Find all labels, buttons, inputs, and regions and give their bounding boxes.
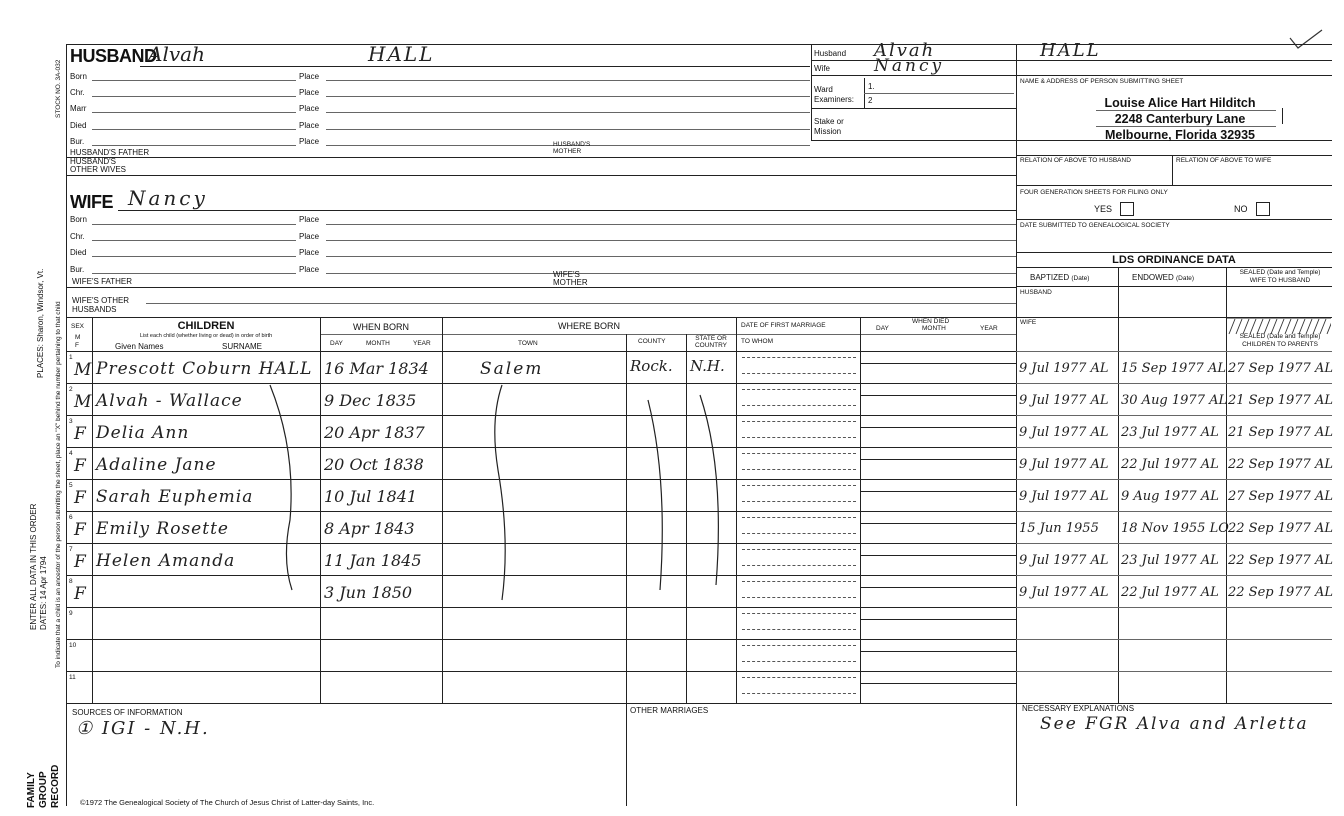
sealed-wife-label: SEALED (Date and Temple) WIFE TO HUSBAND: [1239, 269, 1321, 284]
child-sex: M: [74, 360, 92, 380]
child-endowed: 30 Aug 1977 AL: [1121, 393, 1228, 408]
places-note: PLACES: Sharon, Windsor, Vt.: [36, 268, 45, 378]
husband-bur-label: Bur.: [70, 137, 85, 146]
husband-chr-label: Chr.: [70, 88, 85, 97]
child-name: Helen Amanda: [96, 551, 236, 571]
copyright: ©1972 The Genealogical Society of The Church of Jesus Christ of Latter-day Saints, Inc.: [80, 798, 375, 807]
child-number: 1: [69, 354, 73, 361]
wife-bur-label: Bur.: [70, 265, 85, 274]
child-sealed: 27 Sep 1977 AL: [1228, 361, 1333, 376]
child-name: Alvah - Wallace: [96, 391, 243, 411]
children-header: CHILDREN: [177, 320, 235, 332]
child-born: 20 Oct 1838: [324, 455, 424, 474]
sex-f: F: [75, 342, 79, 349]
child-baptized: 15 Jun 1955: [1019, 521, 1099, 536]
county-header: COUNTY: [638, 338, 666, 345]
place-label: Place: [299, 137, 320, 146]
died-year-header: YEAR: [980, 325, 998, 332]
place-label: Place: [299, 104, 320, 113]
sex-header: SEX: [71, 323, 85, 330]
dates-note: DATES: 14 Apr 1794: [39, 556, 48, 630]
submitter-label: NAME & ADDRESS OF PERSON SUBMITTING SHEET: [1020, 78, 1184, 85]
child-sex: F: [74, 520, 86, 540]
sources-label: SOURCES OF INFORMATION: [72, 708, 183, 717]
lds-husband-label: HUSBAND: [1020, 289, 1052, 296]
form-title-group: GROUP: [38, 771, 49, 808]
husband-other-wives-label: HUSBAND'S OTHER WIVES: [70, 157, 127, 174]
child-number: 11: [69, 674, 76, 681]
child-number: 8: [69, 578, 73, 585]
child-county: Rock.: [630, 357, 673, 375]
wife-father-label: WIFE'S FATHER: [72, 277, 133, 286]
child-born: 16 Mar 1834: [324, 359, 429, 378]
child-born: 9 Dec 1835: [324, 391, 417, 410]
died-day-header: DAY: [876, 325, 889, 332]
wife-given-name: Nancy: [128, 186, 208, 210]
child-baptized: 9 Jul 1977 AL: [1019, 361, 1109, 376]
child-number: 10: [69, 642, 77, 649]
child-number: 6: [69, 514, 73, 521]
child-sex: F: [74, 584, 86, 604]
surname-header: SURNAME: [222, 342, 263, 351]
state-header: STATE OR COUNTRY: [694, 335, 728, 349]
child-state: N.H.: [690, 357, 725, 375]
submitter-line-1: Louise Alice Hart Hilditch: [1104, 96, 1256, 110]
date-submitted-label: DATE SUBMITTED TO GENEALOGICAL SOCIETY: [1020, 222, 1170, 229]
wife-mother-label: WIFE'S MOTHER: [553, 270, 588, 287]
child-baptized: 9 Jul 1977 AL: [1019, 393, 1109, 408]
explanations-value: See FGR Alva and Arletta: [1040, 714, 1309, 734]
husband-label: HUSBAND: [70, 46, 157, 66]
child-number: 5: [69, 482, 73, 489]
child-born: 3 Jun 1850: [324, 583, 413, 602]
child-sealed: 22 Sep 1977 AL: [1228, 585, 1333, 600]
relation-husband-label: RELATION OF ABOVE TO HUSBAND: [1020, 157, 1131, 164]
place-label: Place: [299, 72, 320, 81]
explanations-label: NECESSARY EXPLANATIONS: [1022, 704, 1135, 713]
ward-wife-label: Wife: [814, 64, 830, 73]
child-name: Prescott Coburn HALL: [96, 359, 313, 379]
ancestor-instruction: To indicate that a child is an ancestor of the person submitting the sheet, place an "X" behind the number pertaining to that child: [55, 301, 62, 668]
child-sex: F: [74, 424, 86, 444]
child-sealed: 27 Sep 1977 AL: [1228, 489, 1333, 504]
endowed-label: ENDOWED (Date): [1132, 273, 1195, 282]
form-number: STOCK NO. 3A-032: [55, 59, 62, 118]
child-sealed: 22 Sep 1977 AL: [1228, 457, 1333, 472]
wife-died-label: Died: [70, 248, 87, 257]
ward-wife-value: Nancy: [874, 56, 945, 76]
child-number: 3: [69, 418, 73, 425]
sex-m: M: [75, 334, 81, 341]
child-baptized: 9 Jul 1977 AL: [1019, 489, 1109, 504]
form-title-family: FAMILY: [26, 772, 37, 808]
form-title-record: RECORD: [50, 764, 61, 808]
ward-label: Ward: [814, 85, 833, 94]
husband-given-name: Alvah: [148, 42, 205, 66]
born-month-header: MONTH: [366, 340, 390, 347]
child-name: Emily Rosette: [96, 519, 229, 539]
sources-value: ① IGI - N.H.: [76, 718, 210, 739]
ward-husband-given: Alvah: [874, 40, 936, 61]
place-label: Place: [299, 215, 320, 224]
submitter-line-3: Melbourne, Florida 32935: [1104, 128, 1256, 142]
to-whom-header: TO WHOM: [741, 338, 774, 345]
place-label: Place: [299, 88, 320, 97]
place-label: Place: [299, 265, 320, 274]
child-sex: F: [74, 456, 86, 476]
child-baptized: 9 Jul 1977 AL: [1019, 585, 1109, 600]
examiners-label: Examiners:: [814, 95, 855, 104]
husband-died-label: Died: [70, 121, 87, 130]
child-sealed: 21 Sep 1977 AL: [1228, 425, 1333, 440]
children-list-note: List each child (whether living or dead) in order of birth: [139, 333, 273, 339]
child-name: Delia Ann: [96, 423, 190, 443]
child-endowed: 23 Jul 1977 AL: [1121, 425, 1219, 440]
town-header: TOWN: [518, 340, 538, 347]
submitter-line-2: 2248 Canterbury Lane: [1114, 112, 1246, 126]
child-endowed: 22 Jul 1977 AL: [1121, 585, 1219, 600]
child-number: 4: [69, 450, 73, 457]
child-endowed: 18 Nov 1955 LO: [1121, 521, 1229, 536]
child-endowed: 9 Aug 1977 AL: [1121, 489, 1219, 504]
child-born: 20 Apr 1837: [324, 423, 425, 442]
child-name: Adaline Jane: [96, 455, 217, 475]
child-endowed: 23 Jul 1977 AL: [1121, 553, 1219, 568]
child-sex: M: [74, 392, 92, 412]
enter-all-note: ENTER ALL DATA IN THIS ORDER: [29, 503, 38, 630]
child-endowed: 15 Sep 1977 AL: [1121, 361, 1226, 376]
where-born-header: WHERE BORN: [557, 321, 620, 331]
child-baptized: 9 Jul 1977 AL: [1019, 425, 1109, 440]
husband-born-label: Born: [70, 72, 87, 81]
child-sex: F: [74, 488, 86, 508]
baptized-label: BAPTIZED (Date): [1030, 273, 1090, 282]
husband-mother-label: HUSBAND'S MOTHER: [553, 141, 591, 155]
husband-father-label: HUSBAND'S FATHER: [70, 148, 150, 157]
child-sealed: 22 Sep 1977 AL: [1228, 521, 1333, 536]
place-label: Place: [299, 248, 320, 257]
born-year-header: YEAR: [413, 340, 431, 347]
stake-label: Stake or Mission: [814, 117, 844, 136]
lds-title: LDS ORDINANCE DATA: [1112, 254, 1236, 266]
child-name: Sarah Euphemia: [96, 487, 254, 507]
yes-label: YES: [1094, 204, 1113, 214]
when-born-header: WHEN BORN: [353, 322, 409, 332]
child-number: 7: [69, 546, 73, 553]
first-marriage-header: DATE OF FIRST MARRIAGE: [741, 322, 826, 329]
sealed-children-label: SEALED (Date and Temple) CHILDREN TO PARENTS: [1239, 333, 1321, 348]
husband-surname: HALL: [368, 42, 435, 66]
born-day-header: DAY: [330, 340, 343, 347]
examiner-1: 1.: [868, 82, 875, 91]
no-label: NO: [1234, 204, 1248, 214]
child-sex: F: [74, 552, 86, 572]
given-names-header: Given Names: [115, 342, 164, 351]
child-born: 11 Jan 1845: [324, 551, 422, 570]
four-gen-label: FOUR GENERATION SHEETS FOR FILING ONLY: [1020, 189, 1168, 196]
examiner-2: 2: [868, 96, 873, 105]
child-endowed: 22 Jul 1977 AL: [1121, 457, 1219, 472]
when-died-header: WHEN DIED: [912, 318, 950, 325]
child-number: 9: [69, 610, 73, 617]
child-born: 10 Jul 1841: [324, 487, 418, 506]
child-town: Salem: [480, 359, 544, 379]
place-label: Place: [299, 121, 320, 130]
lds-wife-label: WIFE: [1020, 319, 1037, 326]
wife-born-label: Born: [70, 215, 87, 224]
ward-husband-label: Husband: [814, 49, 847, 58]
child-baptized: 9 Jul 1977 AL: [1019, 553, 1109, 568]
child-sealed: 21 Sep 1977 AL: [1228, 393, 1333, 408]
ward-husband-surname: HALL: [1040, 40, 1101, 61]
wife-chr-label: Chr.: [70, 232, 85, 241]
other-marriages-label: OTHER MARRIAGES: [630, 706, 709, 715]
child-born: 8 Apr 1843: [324, 519, 415, 538]
child-baptized: 9 Jul 1977 AL: [1019, 457, 1109, 472]
child-number: 2: [69, 386, 73, 393]
wife-label: WIFE: [70, 192, 113, 212]
child-sealed: 22 Sep 1977 AL: [1228, 553, 1333, 568]
relation-wife-label: RELATION OF ABOVE TO WIFE: [1176, 157, 1272, 164]
husband-marr-label: Marr: [70, 104, 87, 113]
place-label: Place: [299, 232, 320, 241]
wife-other-husbands-label: WIFE'S OTHER HUSBANDS: [72, 296, 130, 314]
died-month-header: MONTH: [922, 325, 946, 332]
